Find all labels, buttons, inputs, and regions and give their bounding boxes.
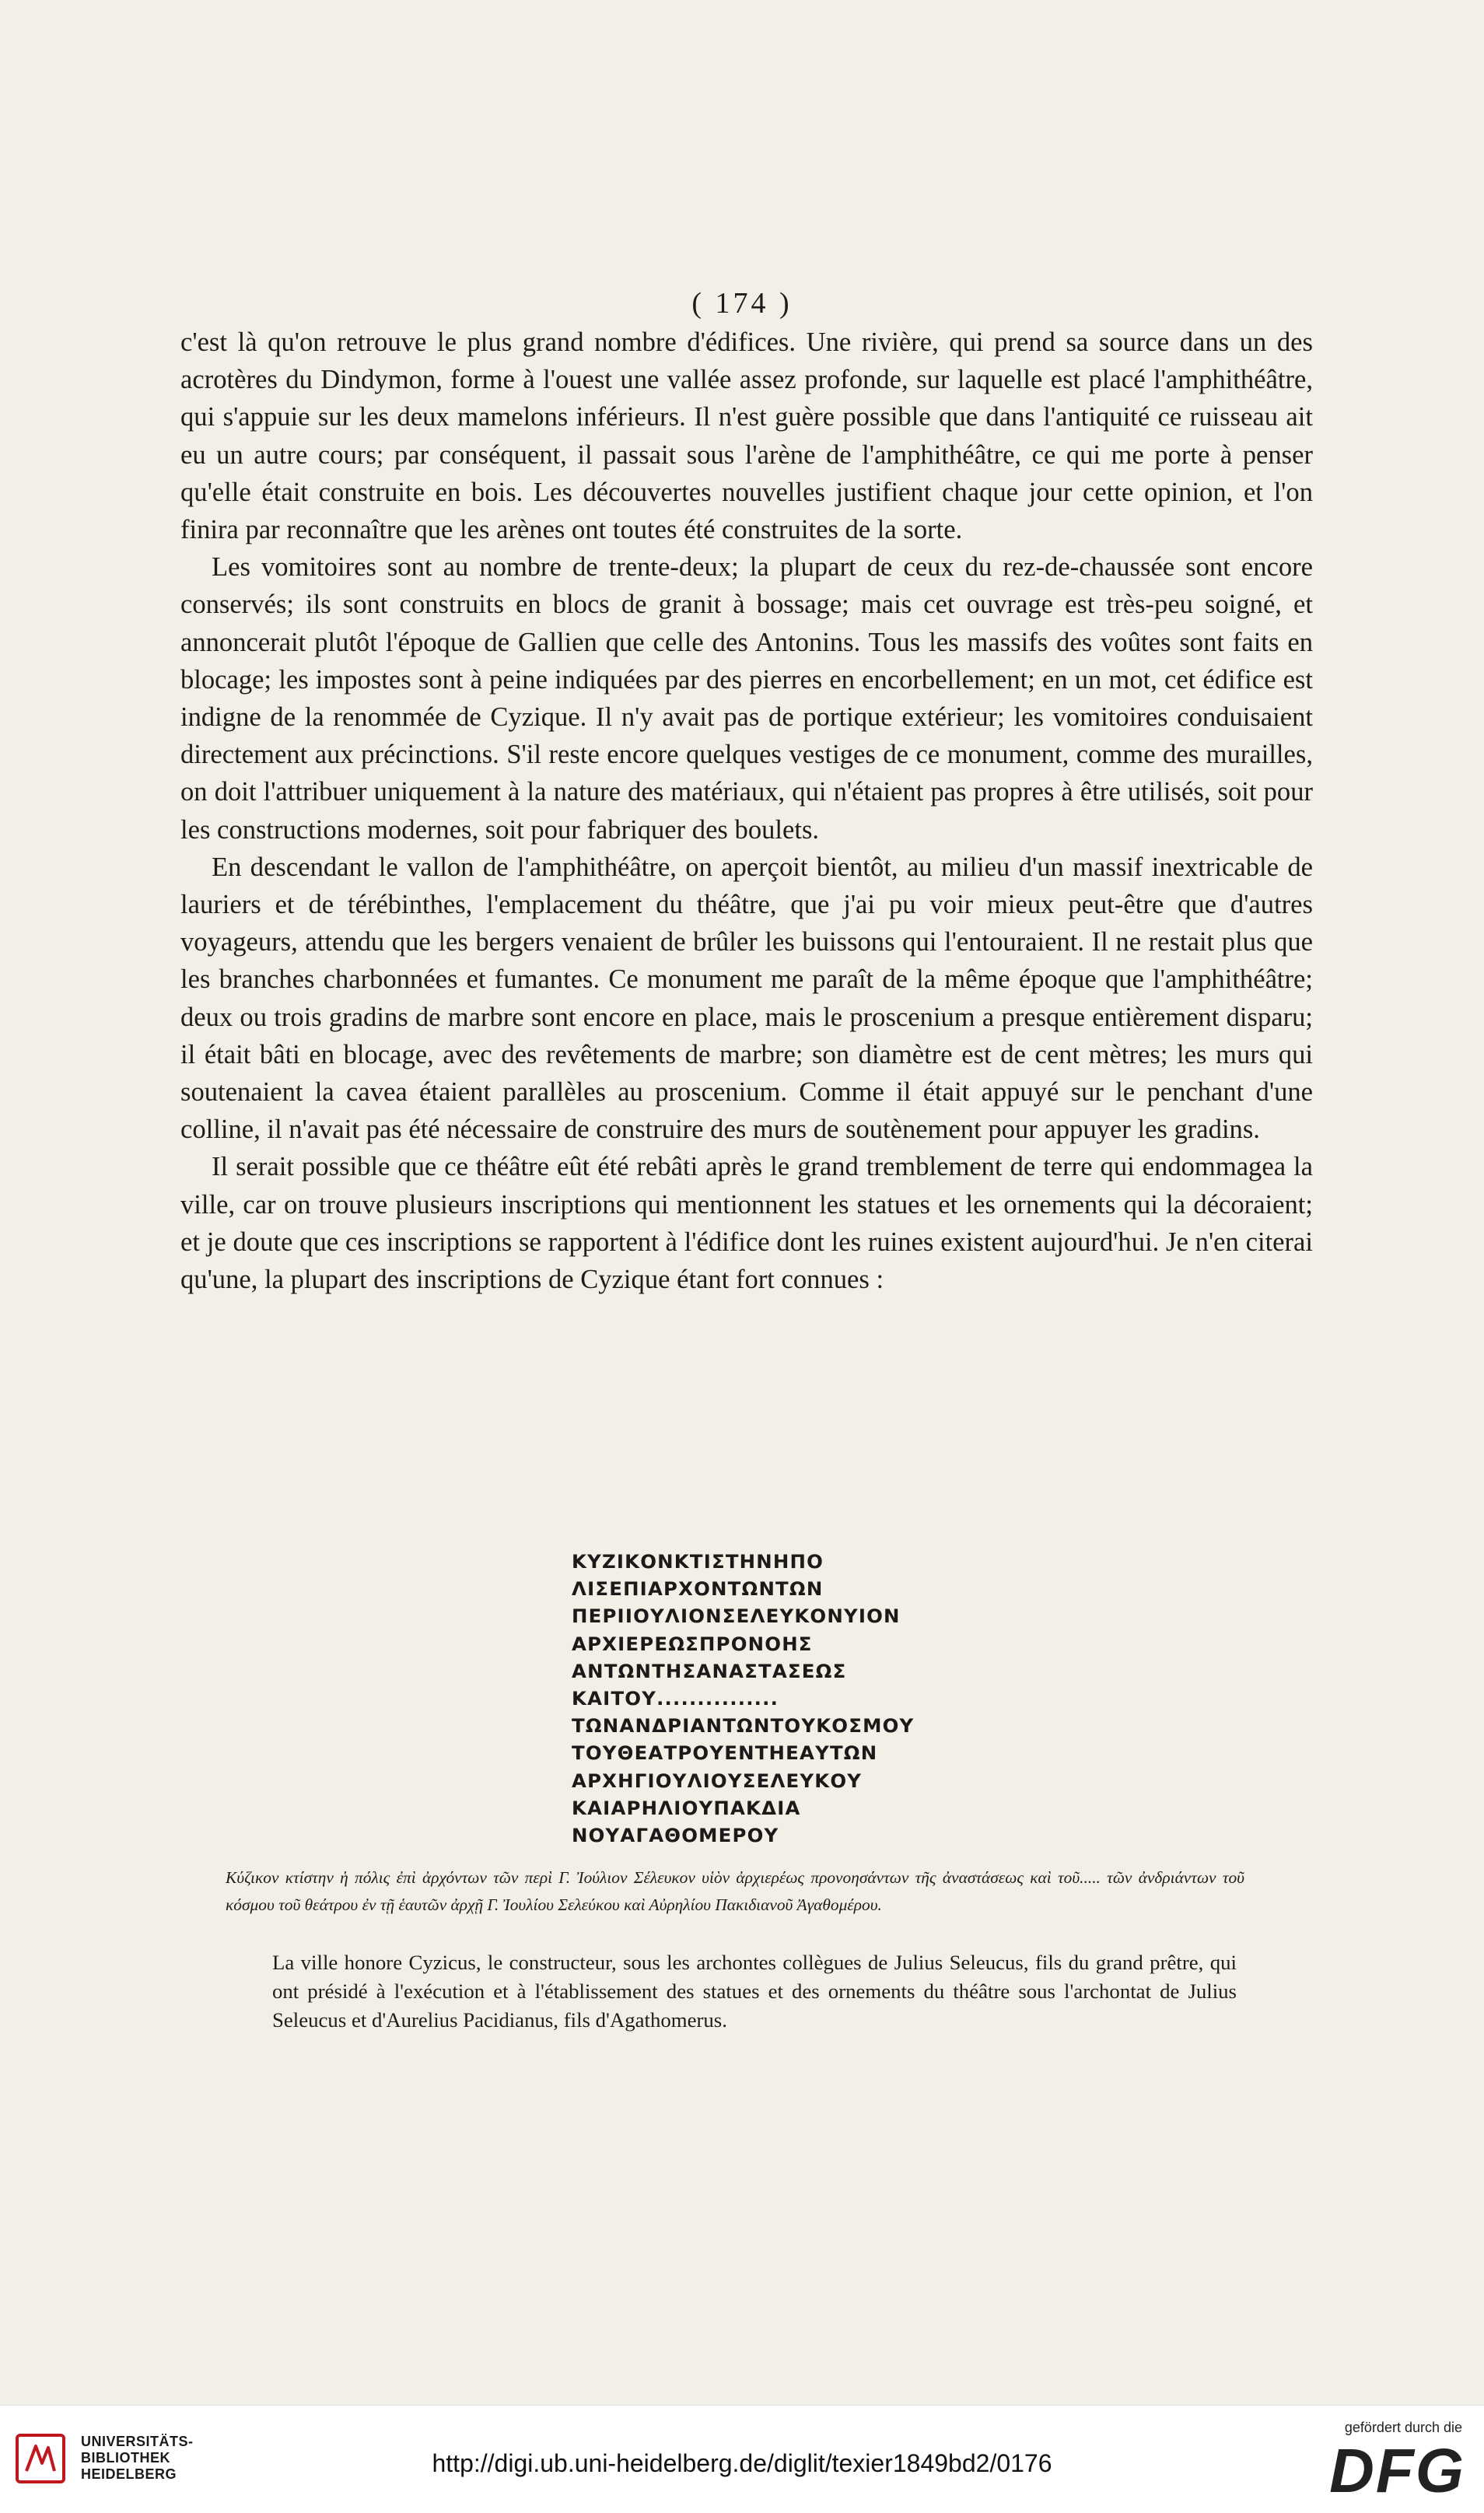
inscription-line: ΚΑΙΤΟΥ............... [572,1687,779,1710]
inscription-line: ΝΟΥΑΓΑΘΟΜΕΡΟΥ [572,1824,779,1847]
inscription-line: ΚΑΙΑΡΗΛΙΟΥΠΑΚΔΙΑ [572,1796,801,1819]
body-text [180,324,1313,1298]
paragraph-2: Les vomitoires sont au nombre de trente-deux; la plupart de ceux du rez-de-chaussée sont encore conservés; ils sont construits en blocs de granit à bossage; mais cet ouvrage est très-peu soigné, et annoncerait plutôt l'époque de Gallien que celle des Antonins. Tous les massifs des voûtes sont faits en blocage; les impostes sont à peine indiquées par des pierres en encorbellement; en un mot, cet édifice est indigne de la renommée de Cyzique. Il n'y avait pas de portique extérieur; les vomitoires conduisaient directement aux précinctions. S'il reste encore quelques vestiges de ce monument, comme des murailles, on doit l'attribuer uniquement à la nature des matériaux, qui n'étaient pas propres à être utilisés, soit pour les constructions modernes, soit pour fabriquer des boulets. [180,552,1313,845]
inscription-line: ΑΝΤΩΝΤΗΣΑΝΑΣΤΑΣΕΩΣ [572,1659,847,1682]
inscription-line: ΤΩΝΑΝΔΡΙΑΝΤΩΝΤΟΥΚΟΣΜΟΥ [572,1714,915,1738]
paragraph-1: c'est là qu'on retrouve le plus grand nombre d'édifices. Une rivière, qui prend sa source dans un des acrotères du Dindymon, forme à l'ouest une vallée assez profonde, sur laquelle est placé l'amphithéâtre, qui s'appuie sur les deux mamelons inférieurs. Il n'est guère possible que dans l'antiquité ce ruisseau ait eu un autre cours; par conséquent, il passait sous l'arène de l'amphithéâtre, ce qui me porte à penser qu'elle était construite en bois. Les découvertes nouvelles justifient chaque jour cette opinion, et l'on finira par reconnaître que les arènes ont toutes été construites de la sorte. [180,327,1313,545]
inscription-line: ΛΙΣΕΠΙΑΡΧΟΝΤΩΝΤΩΝ [572,1577,824,1601]
inscription-line: ΤΟΥΘΕΑΤΡΟΥΕΝΤΗΕΑΥΤΩΝ [572,1741,878,1765]
institution-line: BIBLIOTHEK [81,2450,170,2466]
inscription-line: ΑΡΧΙΕΡΕΩΣΠΡΟΝΟΗΣ [572,1632,813,1655]
greek-inscription [572,1548,914,1849]
paragraph-3: En descendant le vallon de l'amphithéâtre, on aperçoit bientôt, au milieu d'un massif inextricable de lauriers et de térébinthes, l'emplacement du théâtre, que j'ai pu voir mieux peut-être que d'autres voyageurs, attendu que les bergers venaient de brûler les buissons qui l'entouraient. Il ne restait plus que les branches charbonnées et fumantes. Ce monument me paraît de la même époque que l'amphithéâtre; deux ou trois gradins de marbre sont encore en place, mais le proscenium a presque entièrement disparu; il était bâti en blocage, avec des revêtements de marbre; son diamètre est de cent mètres; les murs qui soutenaient la cavea étaient parallèles au proscenium. Comme il était appuyé sur le penchant d'une colline, il n'avait pas été nécessaire de construire des murs de soutènement pour appuyer les gradins. [180,852,1313,1145]
paragraph-4: Il serait possible que ce théâtre eût été rebâti après le grand tremblement de terre qui endommagea la ville, car on trouve plusieurs inscriptions qui mentionnent les statues et les ornements qui la décoraient; et je doute que ces inscriptions se rapportent à l'édifice dont les ruines existent aujourd'hui. Je n'en citerai qu'une, la plupart des inscriptions de Cyzique étant fort connues : [180,1152,1313,1295]
page-number: ( 174 ) [691,287,793,320]
footer-bar [0,2405,1484,2513]
translation-text: La ville honore Cyzicus, le constructeur, sous les archontes collègues de Julius Seleucus, fils du grand prêtre, qui ont présidé à l'exécution et à l'établissement des statues et des ornements du théâtre sous l'archontat de Julius Seleucus et d'Aurelius Pacidianus, fils d'Agathomerus. [272,1951,1237,2032]
inscription-line: ΠΕΡΙΙΟΥΛΙΟΝΣΕΛΕΥΚΟΝΥΙΟΝ [572,1605,901,1628]
institution-line: UNIVERSITÄTS- [81,2434,194,2449]
inscription-line: ΑΡΧΗΓΙΟΥΛΙΟΥΣΕΛΕΥΚΟΥ [572,1769,863,1792]
inscription-line: ΚΥΖΙΚΟΝΚΤΙΣΤΗΝΗΠΟ [572,1550,824,1573]
funder-label: gefördert durch die [1344,2420,1462,2435]
french-translation [272,1948,1237,2034]
institution-line: HEIDELBERG [81,2466,177,2482]
document-url-link[interactable]: http://digi.ub.uni-heidelberg.de/diglit/texier1849bd2/0176 [432,2449,1052,2477]
dfg-logo: DFG [1329,2436,1465,2505]
greek-transcription: Κύζικον κτίστην ἡ πόλις ἐπὶ ἀρχόντων τῶν περὶ Γ. Ἰούλιον Σέλευκον υἱὸν ἀρχιερέως προνοησάντων τῆς ἀναστάσεως καὶ τοῦ..... τῶν ἀνδριάντων τοῦ κόσμου τοῦ θεάτρου ἐν τῇ ἑαυτῶν ἀρχῇ Γ. Ἰουλίου Σελεύκου καὶ Αὐρηλίου Πακιδιανοῦ Ἀγαθομέρου. [226,1868,1244,1914]
